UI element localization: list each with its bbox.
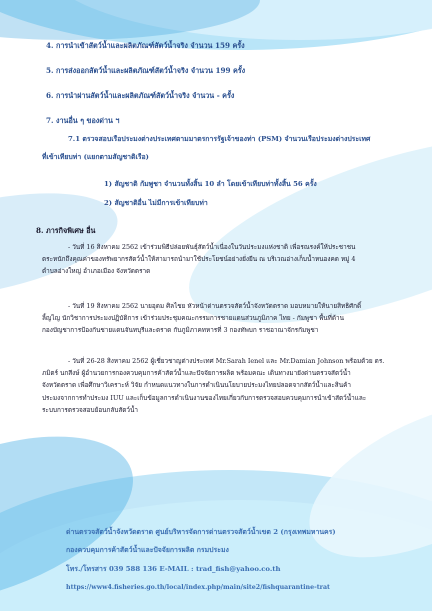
para3-line3: จังหวัดตราด เพื่อศึกษาวิเคราะห์ วิจัย กำหนดแนวทางในการดำเนินนโยบายประมงไทยปลอดจากสัตว์น้ำและสินค้า <box>42 381 351 390</box>
item-7-1-psm-line2: ที่เข้าเทียบท่า (แยกตามสัญชาติเรือ) <box>42 153 149 161</box>
para1-line3: ตำบลอ่างใหญ่ อำเภอเมือง จังหวัดตราด <box>42 267 151 276</box>
para3-line1: - วันที่ 26-28 สิงหาคม 2562 ผู้เชี่ยวชาญต่างประเทศ Mr.Sarah Ienel และ Mr.Damian Johnson พร้อมด้วย ดร. <box>68 357 385 365</box>
item-6-transit: 6. การนำผ่านสัตว์น้ำและผลิตภัณฑ์สัตว์น้ำจริง จำนวน - ครั้ง <box>46 91 235 100</box>
section-8-heading: 8. ภารกิจพิเศษ อื่น <box>36 226 96 235</box>
footer-website-link[interactable]: https://www4.fisheries.go.th/local/index.php/main/site2/fishquarantine-trat <box>66 584 330 591</box>
item-7-other-tasks: 7. งานอื่น ๆ ของด่าน ฯ <box>46 116 120 125</box>
para3-line2: ภมิตร์ นกสีงษ์ ผู้อำนวยการกองควบคุมการค้าสัตว์น้ำและปัจจัยการผลิต พร้อมคณะ เดินทางมายังด่านตรวจสัตว์น้ำ <box>42 369 351 378</box>
para3-line4: ประมงจากการทำประมง IUU และเก็บข้อมูลการดำเนินงานของไทยเกี่ยวกับการตรวจสอบควบคุมการนำเข้าสัตว์น้ำและ <box>42 393 367 402</box>
section-8-paragraph-3 <box>42 355 384 416</box>
para2-line3: กองบัญชาการป้องกันชายแดนจันทบุรีและตราด กับภูมิภาคทหารที่ 3 กองทัพบก ราชอาณาจักรกัมพูชา <box>42 326 319 335</box>
para2-line1: - วันที่ 19 สิงหาคม 2562 นายอุดม ศิลไชย หัวหน้าด่านตรวจสัตว์น้ำจังหวัดตราด มอบหมายให้นายสิทธิศักดิ์ <box>68 302 362 310</box>
para2-line2: ลิ้ญไญ นักวิชาการประมงปฏิบัติการ เข้าร่วมประชุมคณะกรรมการชายแดนส่วนภูมิภาค ไทย - กัมพูชา พื้นที่ด้าน <box>42 314 344 323</box>
item-4-imports: 4. การนำเข้าสัตว์น้ำและผลิตภัณฑ์สัตว์น้ำจริง จำนวน 159 ครั้ง <box>46 41 245 50</box>
item-7-1-psm-line1: 7.1 ตรวจสอบเรือประมงต่างประเทศตามมาตรการรัฐเจ้าของท่า (PSM) จำนวนเรือประมงต่างประเทศ <box>68 135 371 143</box>
para1-line2: ตระหนักถึงคุณค่าของทรัพยากรสัตว์น้ำให้สามารถนำมาใช้ประโยชน์อย่างยั่งยืน ณ บริเวณอ่างเก็บน้ำหนองคด หมู่ 4 <box>42 255 356 264</box>
para3-line5: ระบบการตรวจสอบย้อนกลับสัตว์น้ำ <box>42 405 138 414</box>
item-5-exports: 5. การส่งออกสัตว์น้ำและผลิตภัณฑ์สัตว์น้ำจริง จำนวน 199 ครั้ง <box>46 66 246 75</box>
footer-contact: โทร./โทรสาร 039 588 136 E-MAIL : trad_fish@yahoo.co.th <box>66 565 281 573</box>
item-7-1-sub-cambodia: 1) สัญชาติ กัมพูชา จำนวนทั้งสิ้น 10 ลำ โดยเข้าเทียบท่าทั้งสิ้น 56 ครั้ง <box>104 180 317 188</box>
item-7-1-sub-others: 2) สัญชาติอื่น ไม่มีการเข้าเทียบท่า <box>104 199 208 207</box>
footer-office-name: ด่านตรวจสัตว์น้ำจังหวัดตราด ศูนย์บริหารจัดการด่านตรวจสัตว์น้ำเขต 2 (กรุงเทพมหานคร) <box>66 528 336 536</box>
footer-division-name: กองควบคุมการค้าสัตว์น้ำและปัจจัยการผลิต กรมประมง <box>66 546 229 554</box>
para1-line1: - วันที่ 16 สิงหาคม 2562 เข้าร่วมพิธีปล่อยพันธุ์สัตว์น้ำเนื่องในวันประมงแห่งชาติ เพื่อรณรงค์ให้ประชาชน <box>68 243 356 251</box>
section-8-paragraph-1 <box>42 241 355 278</box>
section-8-paragraph-2 <box>42 300 361 337</box>
